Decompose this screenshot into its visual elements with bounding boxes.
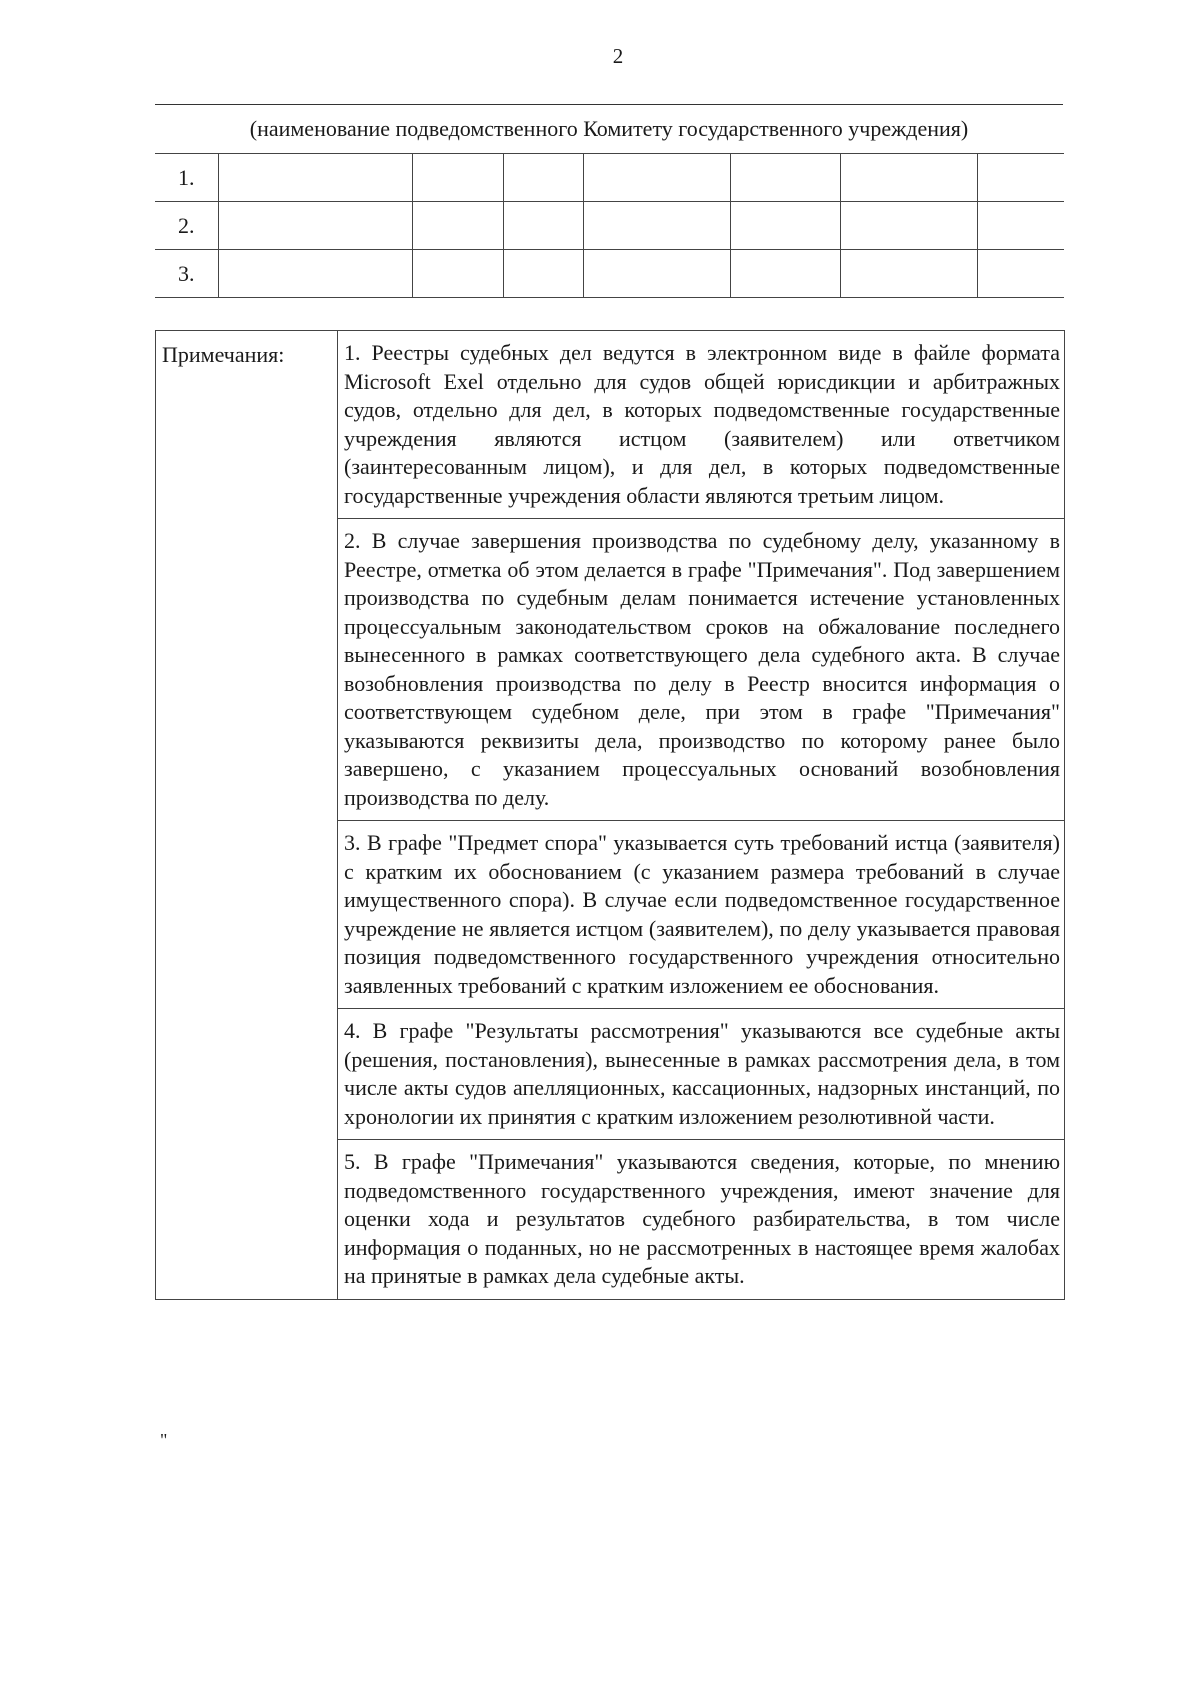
table-cell bbox=[412, 154, 503, 202]
table-row bbox=[155, 202, 1064, 250]
table-cell bbox=[503, 154, 583, 202]
note-item-2: 2. В случае завершения производства по судебному делу, указанному в Реестре, отметка об этом делается в графе "Примечания". Под завершением производства по судебным делам понимается истечение установленных процессуальным законодательством сроков на обжалование последнего вынесенного в рамках соответствующего дела судебного акта. В случае возобновления производства по делу в Реестр вносится информация о соответствующем судебном деле, при этом в графе "Примечания" указываются реквизиты дела, производство по которому ранее было завершено, с указанием процессуальных оснований возобновления производства по делу. bbox=[338, 519, 1065, 821]
table-cell bbox=[840, 154, 977, 202]
institution-caption: (наименование подведомственного Комитету государственного учреждения) bbox=[249, 116, 969, 141]
table-cell bbox=[730, 154, 840, 202]
table-row bbox=[155, 154, 1064, 202]
note-item-3: 3. В графе "Предмет спора" указывается суть требований истца (заявителя) с кратким их обоснованием (с указанием размера требований в случае имущественного спора). В случае если подведомственное государственное учреждение не является истцом (заявителем), по делу указывается правовая позиция подведомственного государственного учреждения относительно заявленных требований с кратким изложением ее обоснования. bbox=[338, 821, 1065, 1009]
table-cell bbox=[583, 154, 730, 202]
table-cell bbox=[503, 250, 583, 298]
note-item-4: 4. В графе "Результаты рассмотрения" указываются все судебные акты (решения, постановления), вынесенные в рамках рассмотрения дела, в том числе акты судов апелляционных, кассационных, надзорных инстанций, по хронологии их принятия с кратким изложением резолютивной части. bbox=[338, 1009, 1065, 1140]
note-row bbox=[156, 331, 1065, 519]
table-cell bbox=[977, 202, 1064, 250]
table-cell bbox=[503, 202, 583, 250]
row-number-cell: 1. bbox=[155, 154, 218, 202]
table-cell bbox=[218, 250, 412, 298]
table-cell bbox=[977, 250, 1064, 298]
table-cell bbox=[840, 202, 977, 250]
registry-table bbox=[155, 153, 1064, 298]
caption-underline bbox=[155, 104, 1063, 105]
note-item-5: 5. В графе "Примечания" указываются сведения, которые, по мнению подведомственного государственного учреждения, имеют значение для оценки хода и результатов судебного разбирательства, в том числе информация о поданных, но не рассмотренных в настоящее время жалобах на принятые в рамках дела судебные акты. bbox=[338, 1140, 1065, 1300]
table-row bbox=[155, 250, 1064, 298]
table-cell bbox=[412, 250, 503, 298]
table-cell bbox=[730, 202, 840, 250]
table-cell bbox=[583, 250, 730, 298]
note-item-1: 1. Реестры судебных дел ведутся в электронном виде в файле формата Microsoft Exel отдельно для судов общей юрисдикции и арбитражных судов, отдельно для дел, в которых подведомственные государственные учреждения являются истцом (заявителем) или ответчиком (заинтересованным лицом), и для дел, в которых подведомственные государственные учреждения области являются третьим лицом. bbox=[338, 331, 1065, 519]
row-number-cell: 2. bbox=[155, 202, 218, 250]
table-cell bbox=[840, 250, 977, 298]
notes-label: Примечания: bbox=[156, 331, 338, 1300]
table-cell bbox=[218, 202, 412, 250]
closing-quote-mark: " bbox=[160, 1430, 168, 1450]
table-cell bbox=[412, 202, 503, 250]
table-cell bbox=[730, 250, 840, 298]
notes-table bbox=[155, 330, 1065, 1300]
table-cell bbox=[977, 154, 1064, 202]
page-number: 2 bbox=[612, 44, 624, 68]
row-number-cell: 3. bbox=[155, 250, 218, 298]
table-cell bbox=[583, 202, 730, 250]
table-cell bbox=[218, 154, 412, 202]
